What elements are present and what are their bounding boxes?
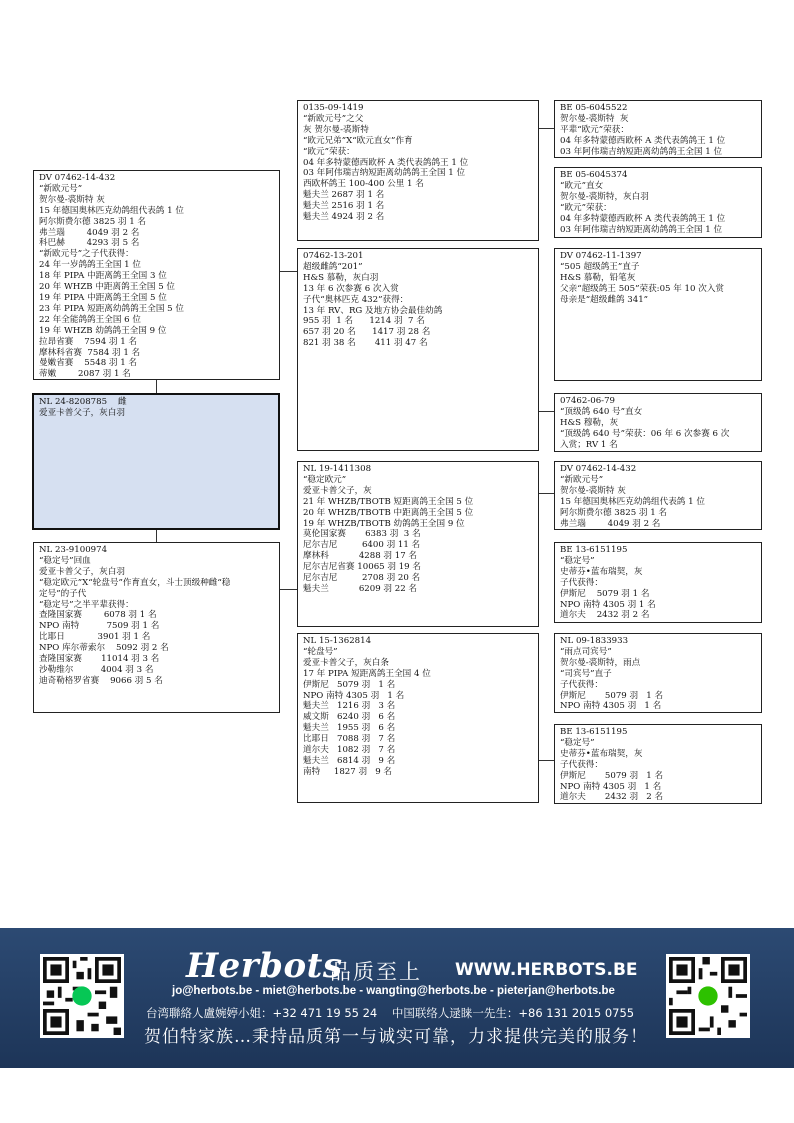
pedigree-line: 04 年多特蒙德西欧杯 A 类代表鸽鸽王 1 位: [560, 213, 726, 224]
pedigree-line: 0135-09-1419: [303, 103, 364, 113]
pedigree-line: 伊斯尼 5079 羽 1 名: [560, 588, 650, 599]
pedigree-line: 07462-06-79: [560, 396, 616, 406]
pedigree-line: 威文斯 6240 羽 6 名: [303, 712, 396, 723]
sire-dam-sire-card: [554, 248, 762, 381]
qr-code-wechat[interactable]: [666, 954, 750, 1038]
pedigree-line: 父亲“超级鸽王 505”荣获:05 年 10 次入赏: [560, 283, 725, 294]
pedigree-line: 道尔夫 2432 羽 2 名: [560, 610, 650, 621]
pedigree-line: 比耶日 7088 羽 7 名: [303, 734, 396, 745]
brand-logo: Herbots: [186, 946, 343, 986]
dam-dam-card: [297, 633, 539, 803]
pedigree-line: 母亲是“超级雌鸽 341”: [560, 294, 649, 305]
wechat-icon: [698, 986, 717, 1005]
pedigree-line: 阿尔斯费尔德 3825 羽 1 名: [560, 507, 668, 518]
pedigree-line: 伊斯尼 5079 羽 1 名: [560, 770, 664, 781]
subject-card: [32, 393, 280, 530]
footer-banner: [0, 928, 794, 1068]
pedigree-line: NPO 南特 4305 羽 1 名: [560, 781, 662, 792]
pedigree-line: 魁夫兰 2687 羽 1 名: [303, 190, 385, 201]
pedigree-line: H&S 穆勒，灰: [560, 417, 619, 428]
pedigree-line: DV 07462-11-1397: [560, 251, 642, 261]
dam-dam-dam-card: [554, 724, 762, 804]
pedigree-line: “稳定号”回血: [39, 555, 91, 566]
pedigree-line: 莫伦国家赛 6383 羽 3 名: [303, 529, 421, 540]
pedigree-line: 魁夫兰 4924 羽 2 名: [303, 212, 385, 223]
pedigree-line: NPO 南特 4305 羽 1 名: [303, 690, 405, 701]
pedigree-line: 03 年阿伟瑞吉纳短距离幼鸽鸽王全国 1 位: [303, 168, 466, 179]
pedigree-line: 曼嫩省赛 5548 羽 1 名: [39, 358, 138, 369]
pedigree-line: BE 13-6151195: [560, 545, 628, 555]
pedigree-line: “欧元”荣获：: [303, 146, 355, 157]
pedigree-line: NPO 南特 7509 羽 1 名: [39, 621, 160, 632]
sire-dam-card: [297, 248, 539, 451]
connector: [156, 529, 157, 543]
pedigree-line: 爱亚卡普父子，灰白羽: [39, 407, 125, 418]
pedigree-line: “505 超级鸽王”直子: [560, 261, 640, 272]
pedigree-line: 尼尔吉尼 2708 羽 20 名: [303, 573, 421, 584]
pedigree-line: 科巴赫 4293 羽 5 名: [39, 238, 140, 249]
pedigree-line: “稳定号”: [560, 555, 595, 566]
pedigree-line: H&S 慕勒，铅笔灰: [560, 272, 636, 283]
pedigree-line: 尼尔吉尼 6400 羽 11 名: [303, 540, 421, 551]
pedigree-line: 入赏；RV 1 名: [560, 439, 618, 450]
pedigree-line: 魁夫兰 6209 羽 22 名: [303, 583, 418, 594]
pedigree-line: 19 年 WHZB 幼鸽鸽王全国 9 位: [39, 325, 167, 336]
pedigree-line: 魁夫兰 6814 羽 9 名: [303, 755, 396, 766]
pedigree-line: 07462-13-201: [303, 251, 364, 261]
pedigree-line: “轮盘号”: [303, 646, 338, 657]
qr-pattern: [43, 957, 121, 1035]
website-link[interactable]: WWW.HERBOTS.BE: [455, 960, 638, 980]
pedigree-line: 20 年 WHZB/TBOTB 中距离鸽王全国 5 位: [303, 507, 474, 518]
pedigree-line: “新欧元号”: [39, 183, 83, 194]
dam-dam-sire-card: [554, 633, 762, 713]
pedigree-line: 拉昂省赛 7594 羽 1 名: [39, 336, 138, 347]
pedigree-line: 17 年 PIPA 短距离鸽王全国 4 位: [303, 668, 431, 679]
pedigree-line: 贺尔曼-裘斯特 灰: [560, 113, 629, 124]
pedigree-line: 子代获得：: [560, 679, 603, 690]
pedigree-line: NL 23-9100974: [39, 545, 108, 555]
pedigree-line: “稳定欧元”: [303, 474, 347, 485]
sire-sire-sire-card: [554, 100, 762, 158]
pedigree-line: 23 年 PIPA 短距离幼鸽鸽王全国 5 位: [39, 303, 184, 314]
connector: [279, 271, 297, 272]
pedigree-line: 沙勒维尔 4004 羽 3 名: [39, 664, 154, 675]
pedigree-line: “新欧元号”之父: [303, 113, 364, 124]
dam-sire-card: [297, 461, 539, 627]
contact-phones: 台湾聯絡人盧婉婷小姐：+32 471 19 55 24 中国联络人逯睐一先生：+86 131 2015 0755: [146, 1006, 635, 1020]
pedigree-line: 贺尔曼-裘斯特 灰: [560, 485, 626, 496]
pedigree-line: 平辈“欧元”荣获：: [560, 124, 629, 135]
connector: [279, 589, 297, 590]
pedigree-line: 13 年 RV、RG 及地方协会最佳幼鸽: [303, 305, 443, 316]
pedigree-line: NPO 库尔蒂索尔 5092 羽 2 名: [39, 643, 169, 654]
pedigree-line: “欧元”直女: [560, 180, 604, 191]
pedigree-line: 史蒂芬•蓝布瑞契，灰: [560, 748, 643, 759]
pedigree-line: BE 05-6045522: [560, 103, 628, 113]
pedigree-line: 伊斯尼 5079 羽 1 名: [303, 679, 396, 690]
pedigree-line: 查隆国家赛 6078 羽 1 名: [39, 610, 157, 621]
sire-dam-dam-card: [554, 393, 762, 452]
pedigree-line: 955 羽 1 名 1214 羽 7 名: [303, 316, 425, 327]
pedigree-line: 查隆国家赛 11014 羽 3 名: [39, 654, 160, 665]
pedigree-line: 贺尔曼-裘斯特，雨点: [560, 657, 641, 668]
pedigree-line: 摩林科 4288 羽 17 名: [303, 551, 418, 562]
pedigree-line: “司宾号”直子: [560, 668, 612, 679]
connector: [156, 379, 157, 394]
connector: [538, 411, 554, 412]
pedigree-line: NL 24-8208785 雌: [39, 397, 127, 407]
pedigree-line: 魁夫兰 1216 羽 3 名: [303, 701, 396, 712]
pedigree-line: 24 年一岁鸽鸽王全国 1 位: [39, 260, 141, 271]
pedigree-line: 爱亚卡普父子，灰白条: [303, 657, 389, 668]
sire-sire-card: [297, 100, 539, 241]
slogan: 品质至上: [330, 960, 422, 984]
pedigree-line: NL 15-1362814: [303, 636, 372, 646]
pedigree-line: “新欧元号”: [560, 474, 604, 485]
pedigree-line: 伊斯尼 5079 羽 1 名: [560, 690, 664, 701]
pedigree-line: 南特 1827 羽 9 名: [303, 766, 393, 777]
dam-sire-sire-card: [554, 461, 762, 530]
pedigree-line: 比耶日 3901 羽 1 名: [39, 632, 151, 643]
pedigree-line: “欧元兄弟”X“欧元直女”作育: [303, 135, 413, 146]
pedigree-line: “顶级鸽 640 号”荣获：06 年 6 次参赛 6 次: [560, 428, 730, 439]
pedigree-line: 魁夫兰 1955 羽 6 名: [303, 723, 396, 734]
pedigree-line: 19 年 PIPA 中距离鸽王全国 5 位: [39, 292, 167, 303]
pedigree-line: “稳定号”: [560, 737, 595, 748]
pedigree-line: “稳定欧元”X“轮盘号”作育直女，斗士顶级种雌“稳: [39, 577, 231, 588]
pedigree-line: 03 年阿伟瑞吉纳短距离幼鸽鸽王全国 1 位: [560, 224, 723, 235]
sire-card: [33, 170, 280, 380]
pedigree-line: NPO 南特 4305 羽 1 名: [560, 701, 662, 712]
pedigree-line: NL 19-1411308: [303, 464, 372, 474]
pedigree-line: NL 09-1833933: [560, 636, 629, 646]
pedigree-line: 灰 贺尔曼-裘斯特: [303, 124, 369, 135]
pedigree-line: 15 年德国奥林匹克幼鸽组代表鸽 1 位: [39, 205, 184, 216]
pedigree-line: BE 13-6151195: [560, 727, 628, 737]
pedigree-line: 657 羽 20 名 1417 羽 28 名: [303, 327, 431, 338]
pedigree-line: 821 羽 38 名 411 羽 47 名: [303, 338, 428, 349]
pedigree-line: 13 年 6 次参赛 6 次入赏: [303, 283, 399, 294]
pedigree-line: 18 年 PIPA 中距离鸽王全国 3 位: [39, 271, 167, 282]
pedigree-line: 爱亚卡普父子，灰白羽: [39, 566, 125, 577]
pedigree-line: 定号”的子代: [39, 588, 87, 599]
pedigree-line: 阿尔斯费尔德 3825 羽 1 名: [39, 216, 147, 227]
pedigree-line: 迪奇勒格罗省赛 9066 羽 5 名: [39, 675, 163, 686]
pedigree-line: “雨点司宾号”: [560, 646, 612, 657]
pedigree-line: 弗兰瑙 4049 羽 2 名: [39, 227, 140, 238]
pedigree-line: “稳定号”之半平辈获得：: [39, 599, 134, 610]
pedigree-line: 道尔夫 1082 羽 7 名: [303, 745, 396, 756]
pedigree-line: 15 年德国奥林匹克幼鸽组代表鸽 1 位: [560, 496, 705, 507]
connector: [538, 760, 554, 761]
connector: [538, 128, 554, 129]
pedigree-line: 04 年多特蒙德西欧杯 A 类代表鸽鸽王 1 位: [303, 157, 469, 168]
qr-pattern: [669, 957, 747, 1035]
dam-card: [33, 542, 280, 713]
pedigree-line: 子代获得：: [560, 759, 603, 770]
pedigree-line: 子代获得：: [560, 577, 603, 588]
pedigree-line: 尼尔吉尼省赛 10065 羽 19 名: [303, 562, 421, 573]
dam-sire-dam-card: [554, 542, 762, 623]
pedigree-line: 04 年多特蒙德西欧杯 A 类代表鸽鸽王 1 位: [560, 135, 726, 146]
pedigree-line: 19 年 WHZB/TBOTB 幼鸽鸽王全国 9 位: [303, 518, 465, 529]
pedigree-line: “新欧元号”之子代获得：: [39, 249, 134, 260]
connector: [538, 493, 554, 494]
pedigree-line: 贺尔曼-裘斯特 灰: [39, 194, 105, 205]
pedigree-line: DV 07462-14-432: [39, 173, 116, 183]
pedigree-line: 史蒂芬•蓝布瑞契，灰: [560, 566, 643, 577]
pedigree-line: 03 年阿伟瑞吉纳短距离幼鸽鸽王全国 1 位: [560, 146, 723, 157]
pedigree-line: 20 年 WHZB 中距离鸽王全国 5 位: [39, 282, 176, 293]
pedigree-line: 摩林科省赛 7584 羽 1 名: [39, 347, 141, 358]
email-list[interactable]: jo@herbots.be - miet@herbots.be - wangting@herbots.be - pieterjan@herbots.be: [172, 985, 615, 997]
pedigree-line: “顶级鸽 640 号”直女: [560, 406, 643, 417]
qr-code-line[interactable]: [40, 954, 124, 1038]
pedigree-line: 魁夫兰 2516 羽 1 名: [303, 201, 385, 212]
pedigree-line: H&S 慕勒，灰白羽: [303, 272, 379, 283]
pedigree-line: 蒂嫩 2087 羽 1 名: [39, 369, 131, 380]
pedigree-line: 弗兰瑙 4049 羽 2 名: [560, 518, 661, 529]
pedigree-line: 爱亚卡普父子，灰: [303, 485, 372, 496]
pedigree-line: NPO 南特 4305 羽 1 名: [560, 599, 656, 610]
pedigree-line: 子代“奥林匹克 432”获得：: [303, 294, 409, 305]
pedigree-line: BE 05-6045374: [560, 170, 628, 180]
pedigree-line: 超级雌鸽“201”: [303, 261, 363, 272]
pedigree-line: 22 年全能鸽鸽王全国 6 位: [39, 314, 141, 325]
pedigree-line: 西欧杯鸽王 100-400 公里 1 名: [303, 179, 424, 190]
line-icon: [72, 986, 91, 1005]
sire-sire-dam-card: [554, 167, 762, 238]
pedigree-line: DV 07462-14-432: [560, 464, 637, 474]
pedigree-line: 21 年 WHZB/TBOTB 短距离鸽王全国 5 位: [303, 496, 474, 507]
pedigree-line: 道尔夫 2432 羽 2 名: [560, 792, 664, 803]
motto: 贺伯特家族…秉持品质第一与诚实可靠，力求提供完美的服务！: [144, 1027, 648, 1047]
pedigree-line: “欧元”荣获：: [560, 202, 612, 213]
pedigree-line: 贺尔曼-裘斯特，灰白羽: [560, 191, 649, 202]
